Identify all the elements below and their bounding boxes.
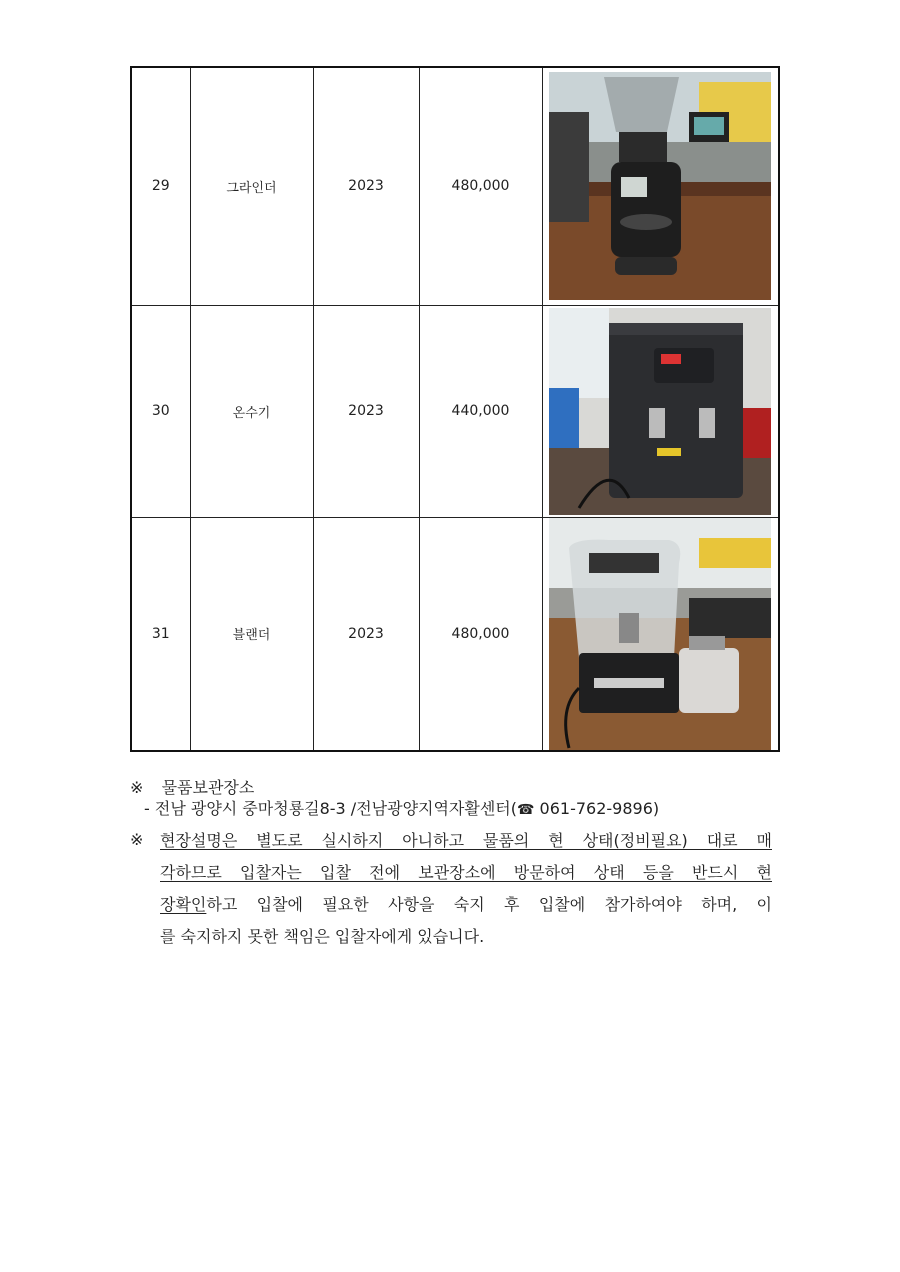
notice-line-3-rest: 하고 입찰에 필요한 사항을 숙지 후 입찰에 참가하여야 하며, 이 (206, 895, 772, 914)
item-no: 31 (131, 517, 190, 751)
phone-number: 061-762-9896) (534, 799, 660, 818)
item-year: 2023 (313, 67, 419, 305)
table-row (131, 517, 779, 751)
note-mark: ※ (130, 778, 144, 797)
notice-line-1: 현장설명은 별도로 실시하지 아니하고 물품의 현 상태(정비필요) 대로 매 (160, 831, 772, 850)
item-name: 블랜더 (190, 517, 313, 751)
notice-line-3-underlined: 장확인 (160, 895, 207, 914)
notice-line-3 (160, 889, 772, 921)
items-table (130, 66, 780, 752)
notice-line-2 (160, 857, 772, 889)
notice-line-4: 를 숙지하지 못한 책임은 입찰자에게 있습니다. (160, 927, 485, 946)
table-row (131, 67, 779, 305)
storage-prefix: - (144, 799, 155, 818)
storage-address: 전남 광양시 중마청룡길8-3 /전남광양지역자활센터( (154, 799, 518, 818)
item-photo-cell (542, 67, 779, 305)
item-year: 2023 (313, 517, 419, 751)
item-price: 480,000 (419, 67, 542, 305)
item-price: 480,000 (419, 517, 542, 751)
item-no: 30 (131, 305, 190, 517)
notice-line-2-text: 각하므로 입찰자는 입찰 전에 보관장소에 방문하여 상태 등을 반드시 현 (160, 863, 772, 882)
blender-photo (549, 518, 771, 750)
item-year: 2023 (313, 305, 419, 517)
coffee-grinder-photo (549, 72, 771, 300)
item-photo-cell (542, 517, 779, 751)
notice-paragraph (160, 825, 772, 953)
item-no: 29 (131, 67, 190, 305)
storage-title-line (130, 778, 254, 798)
storage-address-line (144, 799, 659, 820)
item-photo-cell (542, 305, 779, 517)
storage-title: 물품보관장소 (161, 778, 255, 797)
item-name: 그라인더 (190, 67, 313, 305)
table-row (131, 305, 779, 517)
item-name: 온수기 (190, 305, 313, 517)
phone-icon: ☎ (517, 802, 535, 818)
note-mark: ※ (130, 830, 144, 849)
item-price: 440,000 (419, 305, 542, 517)
water-heater-photo (549, 308, 771, 515)
